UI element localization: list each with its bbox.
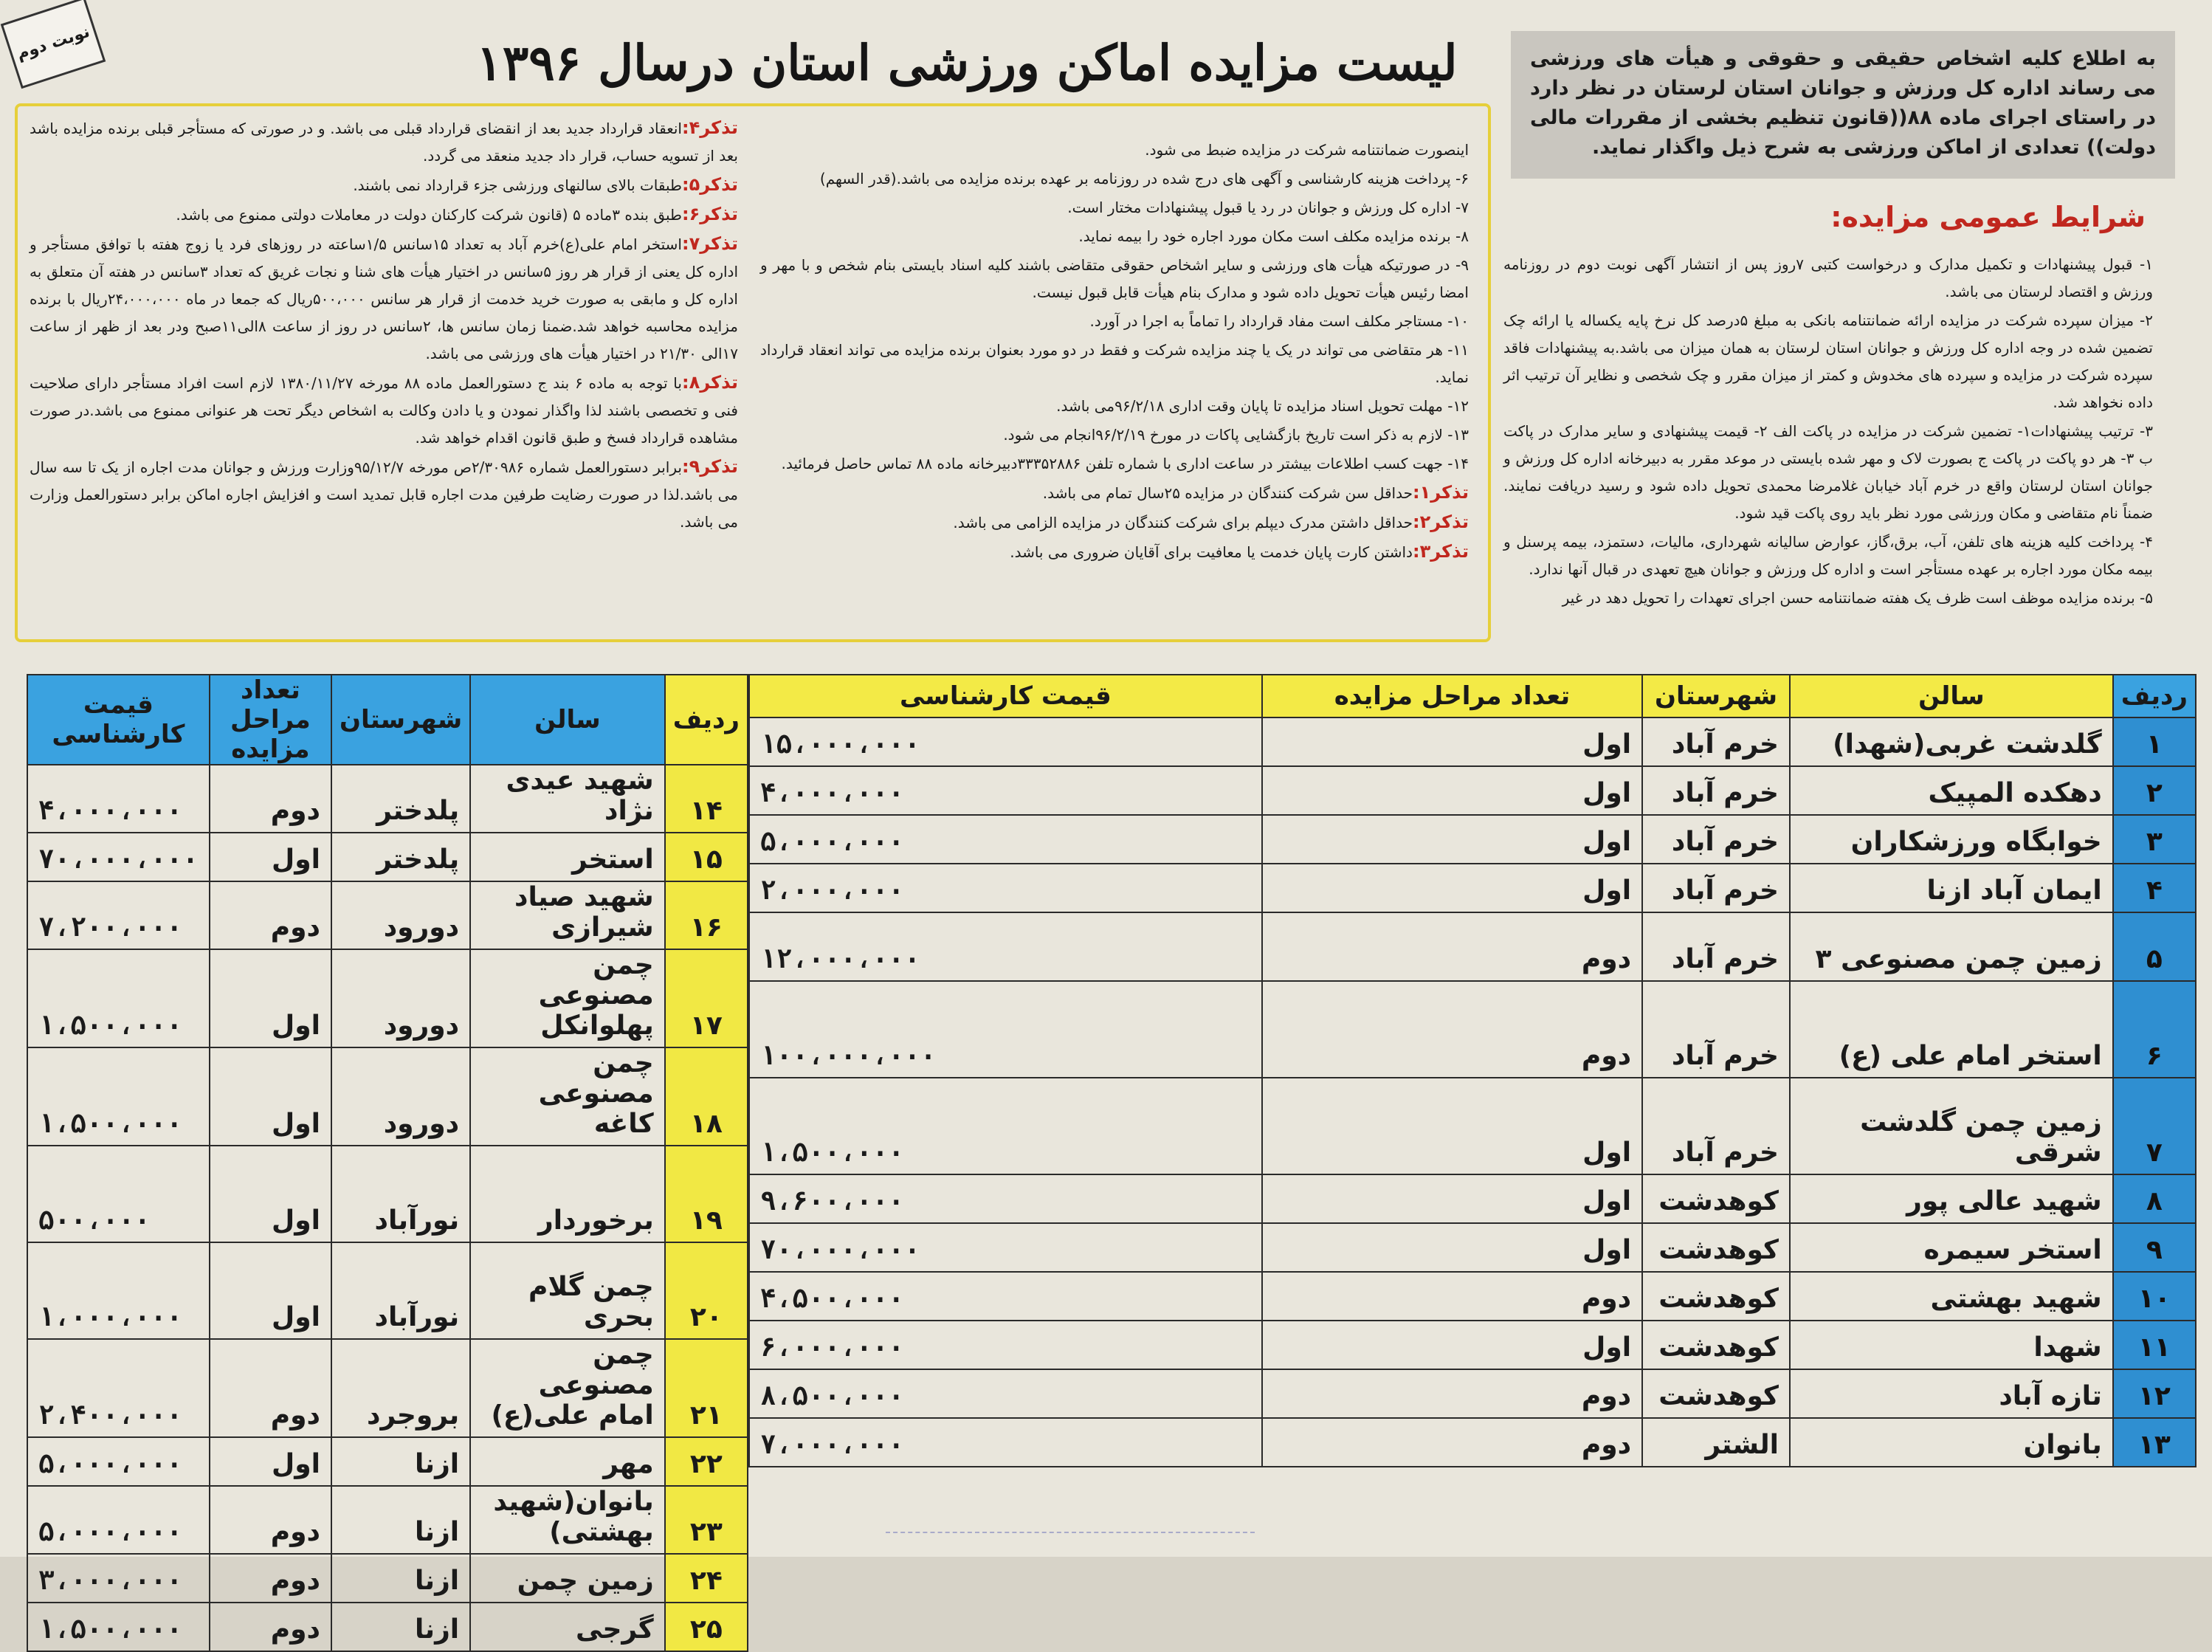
table-row [27, 833, 748, 881]
stages-cell: اول [210, 1047, 331, 1146]
row-number-cell: ۱۱ [2113, 1321, 2196, 1369]
stages-cell: اول [210, 1242, 331, 1339]
price-cell: ۱۵،۰۰۰،۰۰۰ [749, 717, 1262, 766]
row-number-cell: ۱۴ [665, 765, 748, 833]
row-number-cell: ۱۶ [665, 881, 748, 949]
note-label: تذکر۸: [681, 372, 739, 393]
table-row [27, 1486, 748, 1554]
col-header-city: شهرستان [1642, 675, 1790, 717]
stages-cell: دوم [1262, 981, 1642, 1078]
note-item [760, 509, 1469, 537]
condition-item: ۷- اداره کل ورزش و جوانان در رد یا قبول پیشنهادات مختار است. [1067, 199, 1469, 216]
hall-name-cell: چمن مصنوعی کاغه [470, 1047, 665, 1146]
hall-name-cell: شهدا [1790, 1321, 2113, 1369]
col-header-hall: سالن [1790, 675, 2113, 717]
stages-cell: اول [1262, 1321, 1642, 1369]
note-item [30, 369, 738, 452]
row-number-cell: ۱۳ [2113, 1418, 2196, 1467]
city-cell: پلدختر [331, 765, 470, 833]
stages-cell: دوم [1262, 1418, 1642, 1467]
note-text: طبقات بالای سالنهای ورزشی جزء قرارداد نمی باشند. [353, 176, 682, 194]
intro-box: به اطلاع کلیه اشخاص حقیقی و حقوقی و هیأت های ورزشی می رساند اداره کل ورزش و جوانان استان لرستان در نظر دارد در راستای اجرای ماده ۸۸((قانون تنظیم بخشی از مقررات مالی دولت)) تعدادی از اماکن ورزشی به شرح ذیل واگذار نماید. [1511, 31, 2175, 179]
stages-cell: دوم [210, 881, 331, 949]
price-cell: ۱،۰۰۰،۰۰۰ [27, 1242, 210, 1339]
note-item [760, 538, 1469, 566]
price-cell: ۵،۰۰۰،۰۰۰ [27, 1486, 210, 1554]
table-row [749, 815, 2196, 864]
city-cell: پلدختر [331, 833, 470, 881]
table-row [27, 1047, 748, 1146]
city-cell: بروجرد [331, 1339, 470, 1437]
hall-name-cell: شهید عالی پور [1790, 1174, 2113, 1223]
stages-cell: اول [1262, 766, 1642, 815]
city-cell: خرم آباد [1642, 815, 1790, 864]
condition-item: ۶- پرداخت هزینه کارشناسی و آگهی های درج شده در روزنامه بر عهده برنده مزایده می باشد.(قدر السهم) [819, 170, 1469, 187]
city-cell: خرم آباد [1642, 864, 1790, 912]
stages-cell: اول [1262, 1174, 1642, 1223]
price-cell: ۱،۵۰۰،۰۰۰ [749, 1078, 1262, 1174]
note-item [30, 230, 738, 368]
stages-cell: اول [1262, 1223, 1642, 1272]
city-cell: خرم آباد [1642, 981, 1790, 1078]
col-header-city: شهرستان [331, 675, 470, 765]
table-row [27, 1437, 748, 1486]
condition-item: ۱۰- مستاجر مکلف است مفاد قرارداد را تماماً به اجرا در آورد. [1089, 312, 1469, 330]
col-header-hall: سالن [470, 675, 665, 765]
price-cell: ۱۲،۰۰۰،۰۰۰ [749, 912, 1262, 981]
hall-name-cell: زمین چمن مصنوعی ۳ [1790, 912, 2113, 981]
price-cell: ۹،۶۰۰،۰۰۰ [749, 1174, 1262, 1223]
hall-name-cell: استخر [470, 833, 665, 881]
condition-item: اینصورت ضمانتنامه شرکت در مزایده ضبط می شود. [1145, 141, 1469, 159]
note-label: تذکر۱: [1412, 482, 1469, 503]
price-cell: ۵،۰۰۰،۰۰۰ [749, 815, 1262, 864]
table-row [749, 1321, 2196, 1369]
city-cell: کوهدشت [1642, 1223, 1790, 1272]
hall-name-cell: مهر [470, 1437, 665, 1486]
row-number-cell: ۲۵ [665, 1603, 748, 1651]
row-number-cell: ۸ [2113, 1174, 2196, 1223]
table-row [749, 717, 2196, 766]
note-item [30, 201, 738, 229]
notes-list [30, 114, 738, 587]
note-text: استخر امام علی(ع)خرم آباد به تعداد ۱۵سانس ۱/۵ساعته در روزهای فرد یا زوج هفته با توافق مستأجر و اداره کل یعنی از قرار هر روز ۵سانس در اختیار هیأت های شنا و نجات غریق که تعداد ۳سانس در هفته آن متعلق به اداره کل و مابقی به صورت خرید خدمت از قرار هر سانس ۵۰۰،۰۰۰ریال که جمعا در ماه ۲۴،۰۰۰،۰۰۰ریال با برنده مزایده محاسبه خواهد شد.ضمنا زمان سانس ها، ۲سانس در روز از ساعت ۸الی۱۱صبح ودر بعد از ظهر از ساعت ۱۷الی ۲۱/۳۰ در اختیار هیأت های ورزشی می باشد. [30, 235, 739, 362]
price-cell: ۷۰،۰۰۰،۰۰۰ [749, 1223, 1262, 1272]
hall-name-cell: برخوردار [470, 1146, 665, 1242]
table-header-row [749, 675, 2196, 717]
stages-cell: اول [210, 833, 331, 881]
hall-name-cell: شهید صیاد شیرازی [470, 881, 665, 949]
row-number-cell: ۲۲ [665, 1437, 748, 1486]
row-number-cell: ۱۸ [665, 1047, 748, 1146]
hall-name-cell: بانوان(شهید بهشتی) [470, 1486, 665, 1554]
table-row [749, 1078, 2196, 1174]
table-row [27, 881, 748, 949]
city-cell: خرم آباد [1642, 912, 1790, 981]
conditions-heading: شرایط عمومی مزایده: [1830, 201, 2146, 233]
hall-name-cell: زمین چمن [470, 1554, 665, 1603]
hall-name-cell: خوابگاه ورزشکاران [1790, 815, 2113, 864]
city-cell: ازنا [331, 1603, 470, 1651]
col-header-stages: تعداد مراحل مزایده [1262, 675, 1642, 717]
city-cell: ازنا [331, 1486, 470, 1554]
condition-item: ۱۳- لازم به ذکر است تاریخ بازگشایی پاکات در مورخ ۹۶/۲/۱۹انجام می شود. [1003, 426, 1469, 444]
row-number-cell: ۲۳ [665, 1486, 748, 1554]
price-cell: ۴،۰۰۰،۰۰۰ [749, 766, 1262, 815]
condition-item: ۳- ترتیب پیشنهادات۱- تضمین شرکت در مزایده در پاکت الف ۲- قیمت پیشنهادی و سایر مدارک در پاکت ب ۳- هر دو پاکت در پاکت ج بصورت لاک و مهر شده بایستی در موعد مقرر به دبیرخانه اداره کل ورزش و جوانان استان لرستان واقع در خرم آباد خیابان غلامرضا محمدی تحویل داده شود و رسید دریافت نمایند. ضمناً نام متقاضی و مکان ورزشی مورد نظر باید روی پاکت قید شود. [1503, 422, 2153, 522]
price-cell: ۷۰،۰۰۰،۰۰۰ [27, 833, 210, 881]
stages-cell: اول [1262, 717, 1642, 766]
hall-name-cell: بانوان [1790, 1418, 2113, 1467]
row-number-cell: ۱۷ [665, 949, 748, 1047]
condition-item: ۱۲- مهلت تحویل اسناد مزایده تا پایان وقت اداری ۹۶/۲/۱۸می باشد. [1056, 397, 1469, 415]
conditions-list [1503, 251, 2153, 635]
note-text: حداقل داشتن مدرک دیپلم برای شرکت کنندگان در مزایده الزامی می باشد. [953, 514, 1413, 531]
row-number-cell: ۴ [2113, 864, 2196, 912]
table-row [27, 765, 748, 833]
table-row [749, 766, 2196, 815]
note-item [30, 171, 738, 199]
price-cell: ۲،۰۰۰،۰۰۰ [749, 864, 1262, 912]
col-header-row: ردیف [2113, 675, 2196, 717]
round-badge: نوبت دوم [1, 0, 106, 89]
note-label: تذکر۳: [1412, 541, 1469, 562]
price-cell: ۶،۰۰۰،۰۰۰ [749, 1321, 1262, 1369]
condition-item: ۵- برنده مزایده موظف است ظرف یک هفته ضمانتنامه حسن اجرای تعهدات را تحویل دهد در غیر [1562, 589, 2153, 607]
col-header-price: قیمت کارشناسی [749, 675, 1262, 717]
table-header-row [27, 675, 748, 765]
table-row [749, 912, 2196, 981]
price-cell: ۴،۰۰۰،۰۰۰ [27, 765, 210, 833]
table-row [27, 1339, 748, 1437]
note-item [30, 453, 738, 536]
city-cell: کوهدشت [1642, 1174, 1790, 1223]
price-cell: ۵۰۰،۰۰۰ [27, 1146, 210, 1242]
conditions-continued [760, 137, 1469, 639]
city-cell: کوهدشت [1642, 1369, 1790, 1418]
city-cell: ازنا [331, 1437, 470, 1486]
row-number-cell: ۱۵ [665, 833, 748, 881]
table-row [749, 1174, 2196, 1223]
row-number-cell: ۱ [2113, 717, 2196, 766]
condition-item: ۸- برنده مزایده مکلف است مکان مورد اجاره خود را بیمه نماید. [1078, 227, 1469, 245]
table-row [749, 1272, 2196, 1321]
price-cell: ۳،۰۰۰،۰۰۰ [27, 1554, 210, 1603]
note-label: تذکر۵: [681, 174, 738, 195]
note-text: طبق بنده ۳ماده ۵ (قانون شرکت کارکنان دولت در معاملات دولتی ممنوع می باشد. [176, 206, 682, 224]
col-header-row: ردیف [665, 675, 748, 765]
stages-cell: اول [210, 1437, 331, 1486]
table-row [749, 1223, 2196, 1272]
price-cell: ۴،۵۰۰،۰۰۰ [749, 1272, 1262, 1321]
condition-item: ۱۱- هر متقاضی می تواند در یک یا چند مزایده شرکت و فقط در دو مورد بعنوان برنده مزایده می تواند انعقاد قرارداد نماید. [760, 341, 1469, 386]
note-label: تذکر۴: [681, 117, 738, 138]
stages-cell: اول [210, 949, 331, 1047]
handwritten-mark [886, 1532, 1255, 1554]
hall-name-cell: گرجی [470, 1603, 665, 1651]
city-cell: ازنا [331, 1554, 470, 1603]
row-number-cell: ۱۹ [665, 1146, 748, 1242]
table-row [27, 1554, 748, 1603]
table-row [27, 949, 748, 1047]
city-cell: نورآباد [331, 1242, 470, 1339]
table-row [27, 1242, 748, 1339]
row-number-cell: ۷ [2113, 1078, 2196, 1174]
stages-cell: دوم [210, 1339, 331, 1437]
stages-cell: دوم [1262, 1272, 1642, 1321]
note-item [760, 479, 1469, 507]
note-label: تذکر۶: [681, 204, 738, 224]
condition-item: ۱۴- جهت کسب اطلاعات بیشتر در ساعت اداری با شماره تلفن ۳۳۳۵۲۸۸۶دبیرخانه ماده ۸۸ تماس حاصل فرمائید. [781, 455, 1469, 472]
hall-name-cell: استخر سیمره [1790, 1223, 2113, 1272]
note-label: تذکر۲: [1412, 512, 1469, 532]
hall-name-cell: چمن مصنوعی امام علی(ع) [470, 1339, 665, 1437]
hall-name-cell: ایمان آباد ازنا [1790, 864, 2113, 912]
condition-item: ۲- میزان سپرده شرکت در مزایده ارائه ضمانتنامه بانکی به مبلغ ۵درصد کل نرخ پایه یکساله یا ارائه چک تضمین شده در وجه اداره کل ورزش و جوانان استان لرستان به همان میزان می باشد.به پیشنهادات فاقد سپرده شرکت در مزایده و سپرده های مخدوش و کمتر از میزان مقرر و چک شخصی و نظایر آن ترتیب اثر داده نخواهد شد. [1503, 312, 2153, 411]
row-number-cell: ۹ [2113, 1223, 2196, 1272]
note-item [30, 114, 738, 170]
table-row [749, 981, 2196, 1078]
row-number-cell: ۲۰ [665, 1242, 748, 1339]
stages-cell: دوم [210, 1486, 331, 1554]
row-number-cell: ۲۴ [665, 1554, 748, 1603]
note-text: برابر دستورالعمل شماره ۲/۳۰۹۸۶ص مورخه ۹۵/۱۲/۷وزارت ورزش و جوانان مدت اجاره از یک تا سه سال می باشد.لذا در صورت رضایت طرفین مدت اجاره قابل تمدید است و افزایش اجاره اماکن برابر دستورالعمل وزارت می باشد. [30, 458, 738, 531]
hall-name-cell: گلدشت غربی(شهدا) [1790, 717, 2113, 766]
row-number-cell: ۲۱ [665, 1339, 748, 1437]
hall-name-cell: شهید بهشتی [1790, 1272, 2113, 1321]
stages-cell: دوم [1262, 912, 1642, 981]
stages-cell: دوم [210, 765, 331, 833]
row-number-cell: ۶ [2113, 981, 2196, 1078]
stages-cell: دوم [210, 1554, 331, 1603]
price-cell: ۸،۵۰۰،۰۰۰ [749, 1369, 1262, 1418]
price-cell: ۱،۵۰۰،۰۰۰ [27, 949, 210, 1047]
price-cell: ۵،۰۰۰،۰۰۰ [27, 1437, 210, 1486]
stages-cell: دوم [1262, 1369, 1642, 1418]
hall-name-cell: تازه آباد [1790, 1369, 2113, 1418]
col-header-price: قیمت کارشناسی [27, 675, 210, 765]
note-text: با توجه به ماده ۶ بند ج دستورالعمل ماده ۸۸ مورخه ۱۳۸۰/۱۱/۲۷ لازم است افراد مستأجر دارای صلاحیت فنی و تخصصی باشند لذا واگذار نمودن و یا دادن وکالت به اشخاص دیگر تحت هر عنوانی ممنوع می باشد.در صورت مشاهده قرارداد فسخ و طبق قانون اقدام خواهد شد. [30, 374, 738, 447]
note-label: تذکر۷: [681, 233, 738, 254]
hall-name-cell: چمن گلام بحری [470, 1242, 665, 1339]
city-cell: خرم آباد [1642, 1078, 1790, 1174]
condition-item: ۱- قبول پیشنهادات و تکمیل مدارک و درخواست کتبی ۷روز پس از انتشار آگهی نوبت دوم در روزنامه ورزش و اقتصاد لرستان می باشد. [1503, 255, 2153, 300]
city-cell: کوهدشت [1642, 1321, 1790, 1369]
condition-item: ۴- پرداخت کلیه هزینه های تلفن، آب، برق،گاز، عوارض سالیانه شهرداری، مالیات، دستمزد، بیمه پرسنل و بیمه مکان مورد اجاره بر عهده مستأجر است و اداره کل ورزش و جوانان هیچ تعهدی در قبال آنها ندارد. [1503, 533, 2153, 578]
table-row [27, 1603, 748, 1651]
table-row [749, 1418, 2196, 1467]
table-row [749, 864, 2196, 912]
hall-name-cell: چمن مصنوعی پهلوانکل [470, 949, 665, 1047]
page-title: لیست مزایده اماکن ورزشی استان درسال ۱۳۹۶ [476, 34, 1458, 92]
stages-cell: اول [210, 1146, 331, 1242]
price-cell: ۷،۰۰۰،۰۰۰ [749, 1418, 1262, 1467]
table-row [749, 1369, 2196, 1418]
hall-name-cell: استخر امام علی (ع) [1790, 981, 2113, 1078]
hall-name-cell: شهید عیدی نژاد [470, 765, 665, 833]
city-cell: الشتر [1642, 1418, 1790, 1467]
col-header-stages: تعداد مراحل مزایده [210, 675, 331, 765]
row-number-cell: ۲ [2113, 766, 2196, 815]
row-number-cell: ۳ [2113, 815, 2196, 864]
price-cell: ۱،۵۰۰،۰۰۰ [27, 1603, 210, 1651]
row-number-cell: ۱۲ [2113, 1369, 2196, 1418]
note-label: تذکر۹: [681, 456, 738, 477]
city-cell: دورود [331, 881, 470, 949]
hall-name-cell: زمین چمن گلدشت شرقی [1790, 1078, 2113, 1174]
city-cell: دورود [331, 1047, 470, 1146]
price-cell: ۲،۴۰۰،۰۰۰ [27, 1339, 210, 1437]
note-text: حداقل سن شرکت کنندگان در مزایده ۲۵سال تمام می باشد. [1042, 484, 1413, 502]
condition-item: ۹- در صورتیکه هیأت های ورزشی و سایر اشخاص حقوقی متقاضی باشند کلیه اسناد بایستی بنام شخص و با مهر و امضا رئیس هیأت تحویل داده شود و مدارک بنام هیأت قابل قبول نیست. [760, 256, 1469, 301]
row-number-cell: ۱۰ [2113, 1272, 2196, 1321]
venues-table-left [27, 674, 748, 1652]
price-cell: ۱،۵۰۰،۰۰۰ [27, 1047, 210, 1146]
stages-cell: دوم [210, 1603, 331, 1651]
stages-cell: اول [1262, 864, 1642, 912]
city-cell: نورآباد [331, 1146, 470, 1242]
city-cell: خرم آباد [1642, 766, 1790, 815]
price-cell: ۱۰۰،۰۰۰،۰۰۰ [749, 981, 1262, 1078]
note-text: انعقاد قرارداد جدید بعد از انقضای قرارداد قبلی می باشد. و در صورتی که مستأجر قبلی برنده مزایده باشد بعد از تسویه حساب، قرار داد جدید منعقد می گردد. [30, 120, 738, 165]
row-number-cell: ۵ [2113, 912, 2196, 981]
stages-cell: اول [1262, 1078, 1642, 1174]
city-cell: دورود [331, 949, 470, 1047]
city-cell: کوهدشت [1642, 1272, 1790, 1321]
note-text: داشتن کارت پایان خدمت یا معافیت برای آقایان ضروری می باشد. [1010, 543, 1413, 561]
stages-cell: اول [1262, 815, 1642, 864]
venues-table-right [748, 674, 2197, 1467]
hall-name-cell: دهکده المپیک [1790, 766, 2113, 815]
table-row [27, 1146, 748, 1242]
city-cell: خرم آباد [1642, 717, 1790, 766]
price-cell: ۷،۲۰۰،۰۰۰ [27, 881, 210, 949]
